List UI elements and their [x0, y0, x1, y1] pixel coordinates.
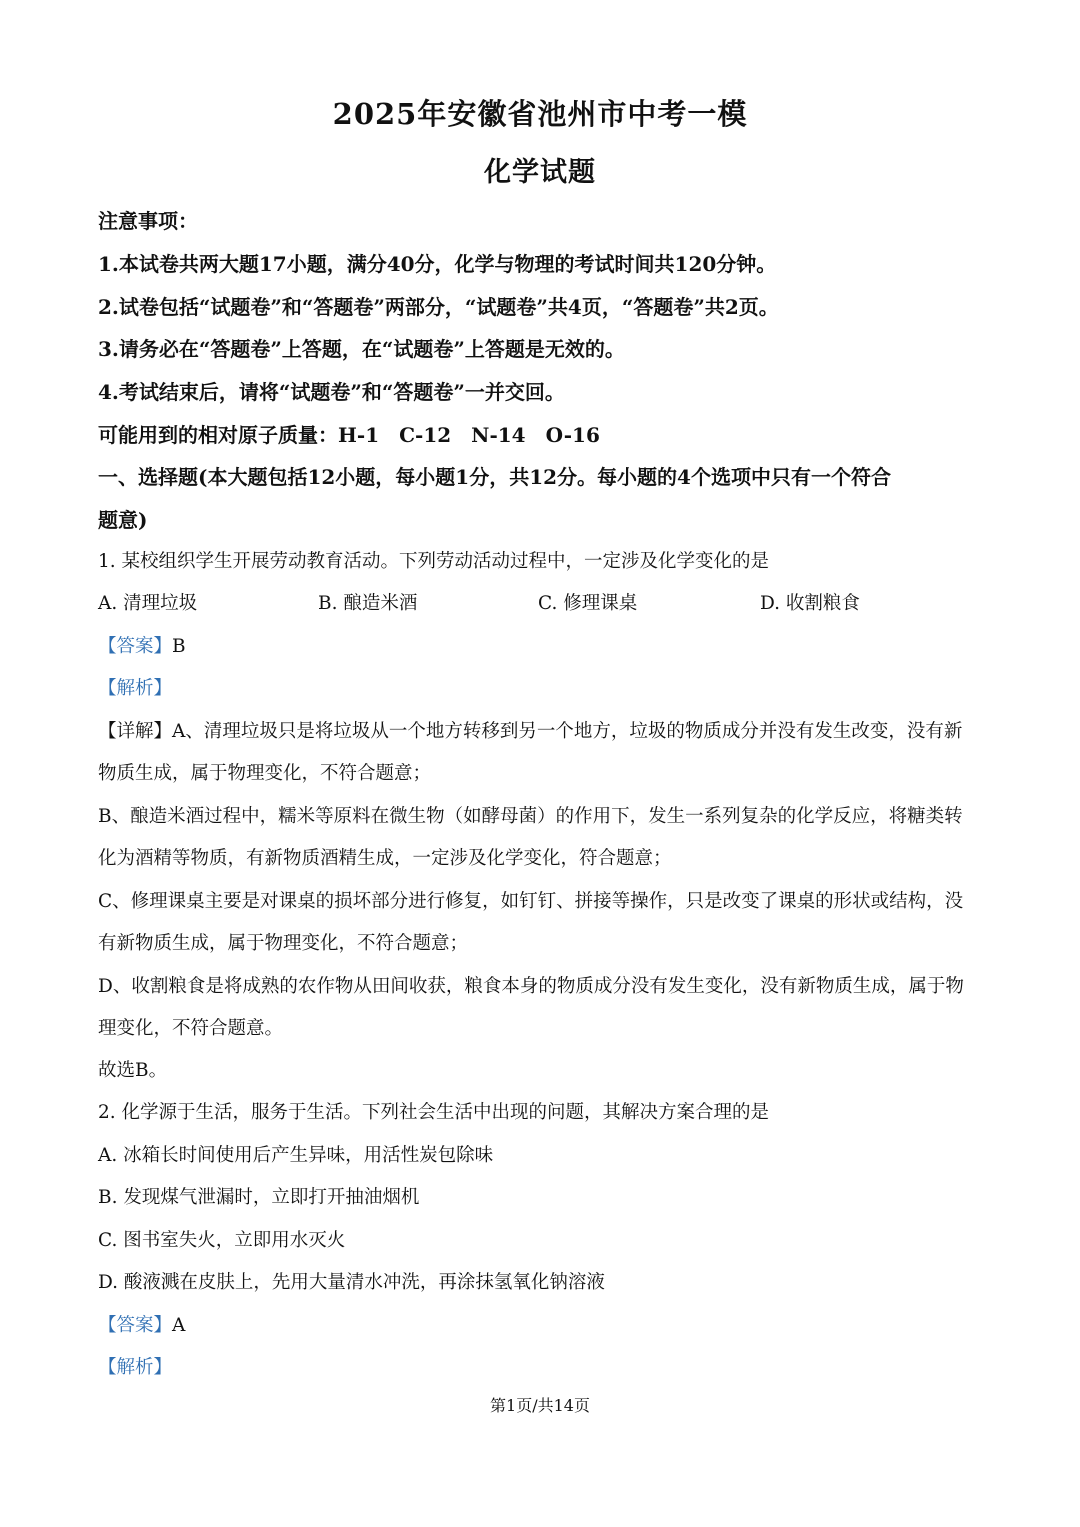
question-1-answer: [98, 632, 984, 658]
option-d: D. 酸液溅在皮肤上，先用大量清水冲洗，再涂抹氢氧化钠溶液: [98, 1272, 605, 1293]
detail-line: [98, 717, 984, 743]
option-b: B. 发现煤气泄漏时，立即打开抽油烟机: [98, 1187, 420, 1208]
detail-line: C、修理课桌主要是对课桌的损坏部分进行修复，如钉钉、拼接等操作，只是改变了课桌的形状或结构，没: [98, 891, 964, 912]
detail-line: D、收割粮食是将成熟的农作物从田间收获，粮食本身的物质成分没有发生变化，没有新物质生成，属于物: [98, 976, 964, 997]
page-number: 第1页/共14页: [490, 1396, 590, 1415]
option-b: B. 酿造米酒: [318, 593, 418, 614]
detail-conclusion: 故选B。: [98, 1060, 168, 1081]
option-a: A. 冰箱长时间使用后产生异味，用活性炭包除味: [98, 1145, 494, 1166]
notice-heading: 注意事项：: [98, 209, 198, 233]
detail-line: B、酿造米酒过程中，糯米等原料在微生物（如酵母菌）的作用下，发生一系列复杂的化学反应，将糖类转: [98, 806, 963, 827]
detail-line: 化为酒精等物质，有新物质酒精生成，一定涉及化学变化，符合题意；: [98, 848, 672, 869]
option-c: C. 图书室失火，立即用水灭火: [98, 1230, 346, 1251]
page-title: 2025年安徽省池州市中考一模: [332, 97, 748, 131]
notice-item: 4.考试结束后，请将“试题卷”和“答题卷”一并交回。: [98, 380, 565, 404]
page-subtitle: 化学试题: [484, 157, 596, 188]
question-2-stem: 2. 化学源于生活，服务于生活。下列社会生活中出现的问题，其解决方案合理的是: [98, 1102, 770, 1123]
answer-value: A: [172, 1315, 186, 1336]
detail-tag: 【详解】: [98, 721, 173, 742]
answer-tag: 【答案】: [98, 636, 173, 657]
detail-line: 理变化，不符合题意。: [98, 1018, 284, 1039]
section-heading: 一、选择题(本大题包括12小题，每小题1分，共12分。每小题的4个选项中只有一个符合: [98, 465, 891, 489]
detail-text: A、清理垃圾只是将垃圾从一个地方转移到另一个地方，垃圾的物质成分并没有发生改变，没有新: [172, 721, 963, 742]
notice-item: 2.试卷包括“试题卷”和“答题卷”两部分，“试题卷”共4页，“答题卷”共2页。: [98, 295, 779, 319]
answer-value: B: [172, 636, 186, 657]
question-2-answer: [98, 1311, 984, 1337]
section-heading-cont: 题意): [98, 508, 148, 532]
question-1-stem: 1. 某校组织学生开展劳动教育活动。下列劳动活动过程中，一定涉及化学变化的是: [98, 551, 770, 572]
analysis-tag: 【解析】: [98, 1357, 173, 1378]
analysis-tag: 【解析】: [98, 678, 173, 699]
notice-item: 3.请务必在“答题卷”上答题，在“试题卷”上答题是无效的。: [98, 337, 625, 361]
detail-line: 物质生成，属于物理变化，不符合题意；: [98, 763, 432, 784]
answer-tag: 【答案】: [98, 1315, 173, 1336]
option-a: A. 清理垃圾: [98, 593, 198, 614]
option-d: D. 收割粮食: [760, 593, 860, 614]
notice-item: 1.本试卷共两大题17小题，满分40分，化学与物理的考试时间共120分钟。: [98, 252, 777, 276]
atomic-mass-line: 可能用到的相对原子质量：H-1 C-12 N-14 O-16: [98, 423, 600, 447]
detail-line: 有新物质生成，属于物理变化，不符合题意；: [98, 933, 469, 954]
option-c: C. 修理课桌: [538, 593, 638, 614]
